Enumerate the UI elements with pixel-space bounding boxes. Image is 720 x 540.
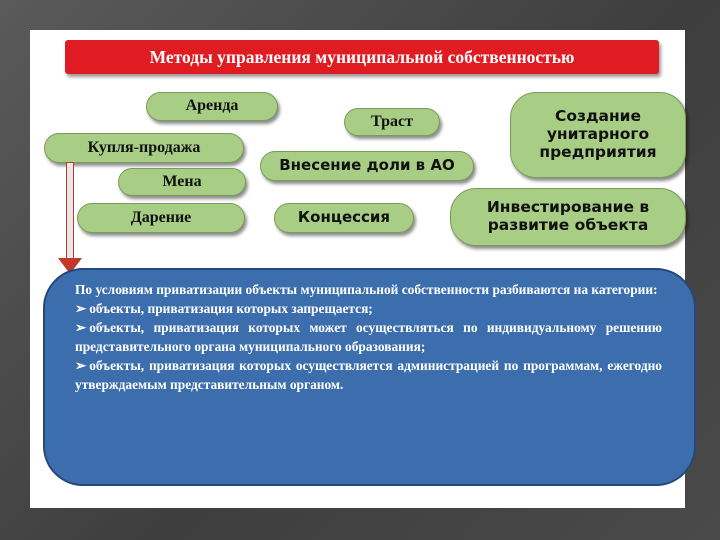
method-koncessiya: Концессия (274, 203, 414, 233)
method-mena: Мена (118, 168, 246, 196)
bullet-arrow-icon: ➢ (75, 358, 87, 374)
slide-title: Методы управления муниципальной собственностью (65, 40, 659, 74)
info-bullet (75, 356, 662, 394)
method-darenie: Дарение (77, 203, 245, 233)
info-bullet (75, 299, 662, 318)
privatization-info-box (43, 268, 696, 486)
method-arenda: Аренда (146, 92, 278, 121)
bullet-text: объекты, приватизация которых запрещается; (89, 301, 373, 317)
method-investirovanie: Инвестирование в развитие объекта (450, 188, 686, 246)
bullet-text: объекты, приватизация которых осуществляется администрацией по программам, ежегодно утверждаемым представительным органом. (75, 358, 662, 393)
method-kuplya-prodazha: Купля-продажа (44, 133, 244, 163)
info-bullet (75, 318, 662, 356)
method-sozdanie: Создание унитарного предприятия (510, 92, 686, 178)
method-trast: Траст (344, 108, 440, 136)
bullet-arrow-icon: ➢ (75, 320, 87, 336)
slide (30, 30, 685, 508)
method-vnesenie: Внесение доли в АО (260, 151, 474, 181)
bullet-text: объекты, приватизация которых может осуществляться по индивидуальному решению представительного органа муниципального образования; (75, 320, 662, 355)
bullet-arrow-icon: ➢ (75, 301, 87, 317)
down-arrow-shaft (66, 162, 74, 262)
info-intro: По условиям приватизации объекты муниципальной собственности разбиваются на категории: (75, 282, 658, 297)
